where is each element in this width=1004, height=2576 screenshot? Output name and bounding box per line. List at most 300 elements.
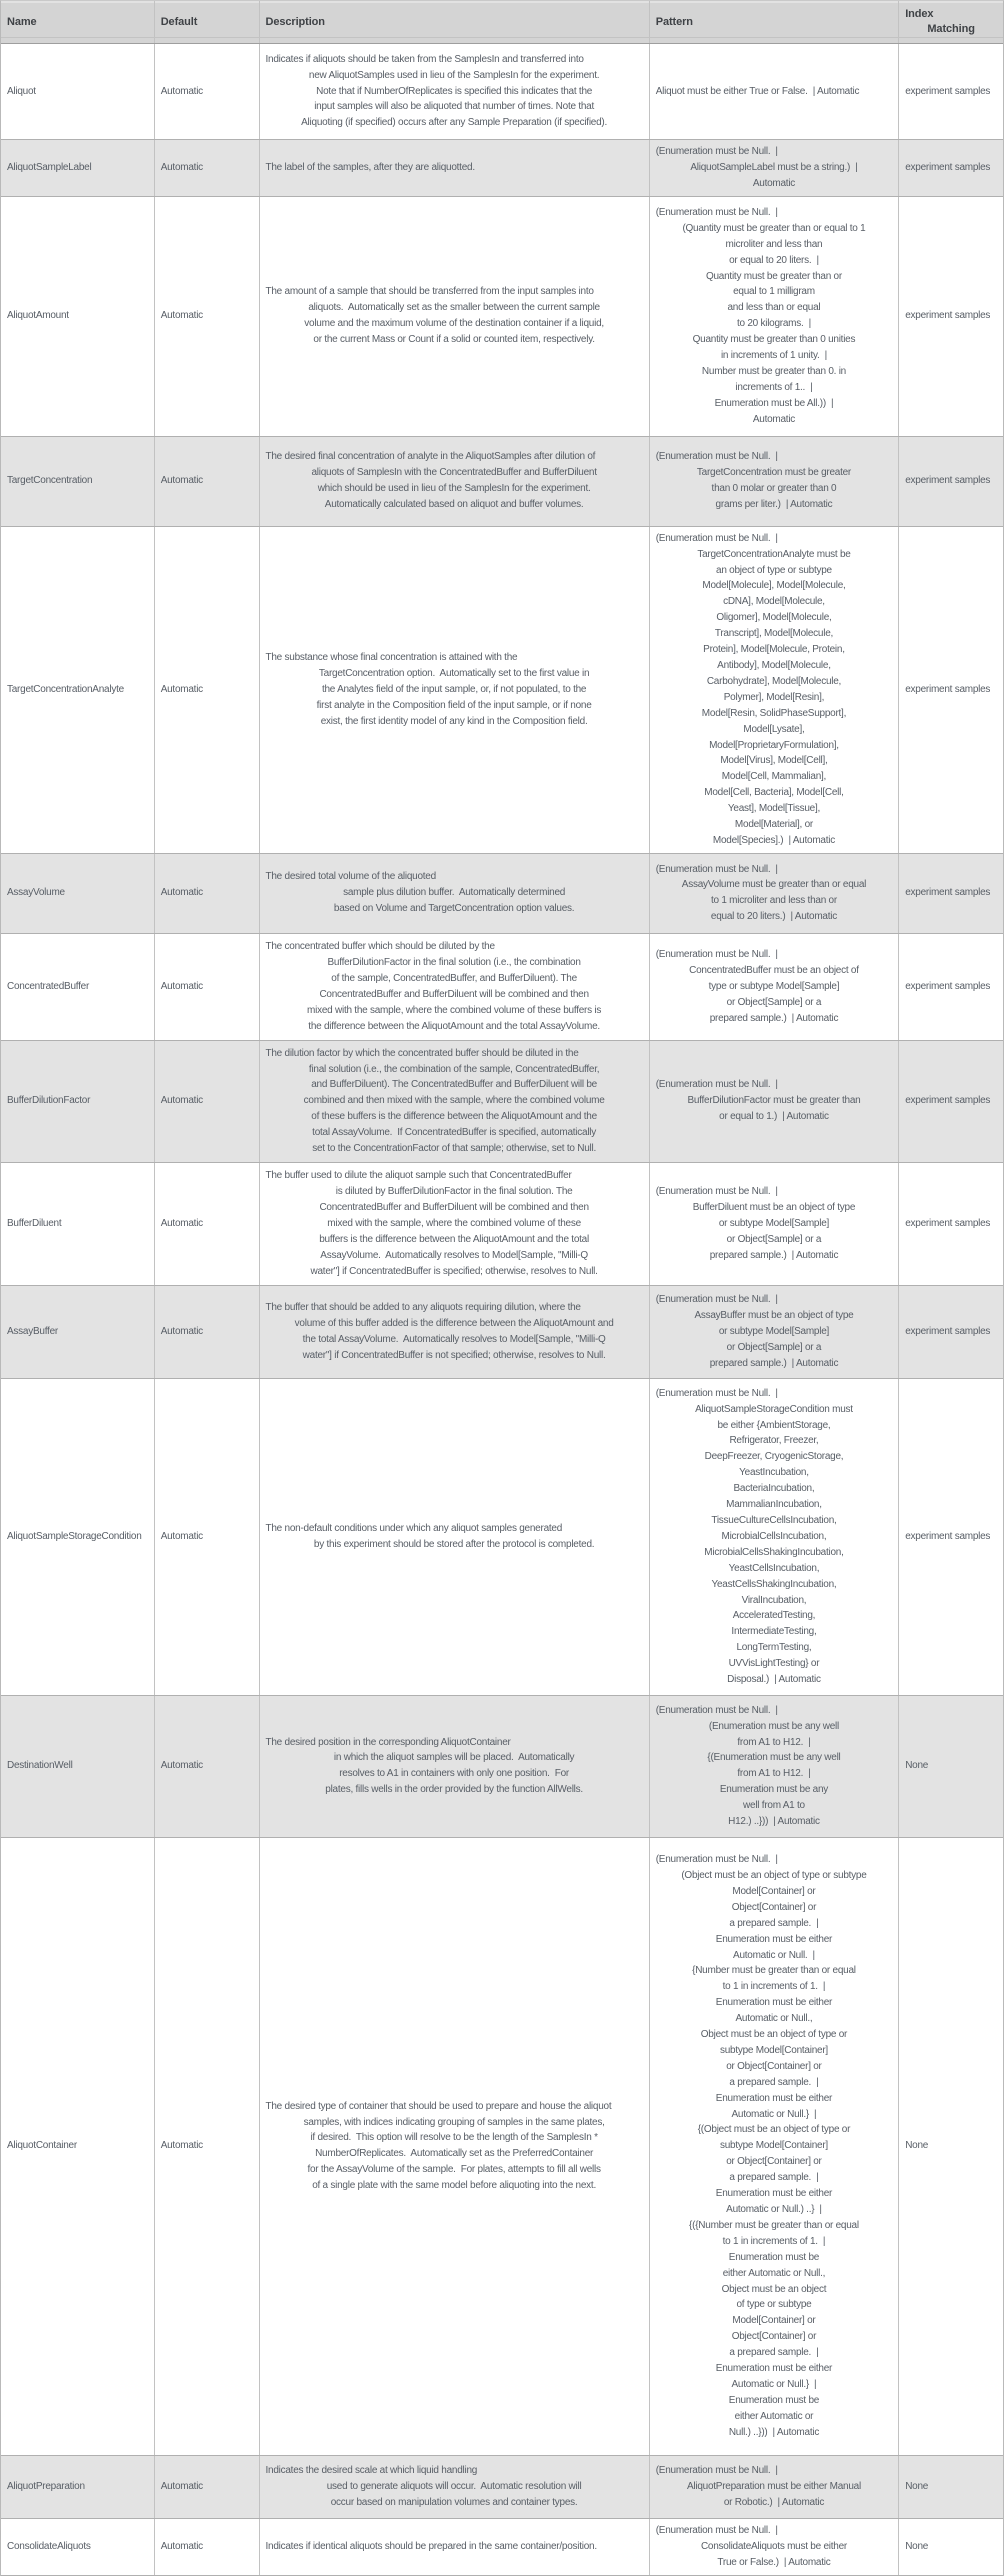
cell-index-matching: [899, 1838, 1003, 2455]
text-line: be either {AmbientStorage,: [717, 1419, 831, 1431]
text-line: ConcentratedBuffer: [7, 980, 90, 992]
text-line: Index: [905, 8, 934, 20]
text-line: Quantity must be greater than or: [705, 270, 842, 282]
text-line: Automatic: [160, 683, 203, 695]
cell-pattern: [650, 934, 900, 1040]
table-row: [1, 1041, 1003, 1163]
text-line: The desired type of container that should be used to prepare and house the aliquot: [265, 2100, 612, 2112]
cell-pattern: [650, 1163, 900, 1285]
description-text: [266, 1735, 643, 1799]
text-line: buffers is the difference between the AliquotAmount and the total: [319, 1233, 589, 1245]
cell-description: [260, 140, 650, 196]
cell-description: [260, 1041, 650, 1162]
text-line: well from A1 to: [743, 1800, 805, 1812]
cell-option-name: [1, 934, 155, 1040]
text-line: Model[Material], or: [734, 819, 813, 831]
text-line: Polymer], Model[Resin],: [723, 691, 825, 703]
text-line: BufferDiluent must be an object of type: [692, 1201, 856, 1213]
text-line: Automatic: [160, 1760, 203, 1772]
text-line: experiment samples: [905, 85, 991, 97]
cell-description: [260, 854, 650, 933]
cell-description: [260, 1286, 650, 1378]
text-line: set to the ConcentrationFactor of that sample; otherwise, set to Null.: [312, 1143, 596, 1155]
index-matching-value: [905, 473, 997, 489]
text-line: or equal to 20 liters. |: [729, 254, 819, 266]
cell-pattern: [650, 2456, 900, 2518]
cell-default-value: [155, 854, 260, 933]
text-line: prepared sample.) | Automatic: [709, 1249, 839, 1261]
text-line: Enumeration must be either: [715, 2092, 833, 2104]
cell-option-name: [1, 1379, 155, 1695]
text-line: plates, fills wells in the order provided by the function AllWells.: [325, 1784, 583, 1796]
table-row: [1, 140, 1003, 197]
column-header-description-label: [266, 15, 643, 30]
text-line: experiment samples: [905, 887, 991, 899]
description-text: [266, 1168, 643, 1279]
text-line: Default: [160, 15, 198, 28]
text-line: AssayBuffer must be an object of type: [694, 1309, 854, 1321]
text-line: Carbohydrate], Model[Molecule,: [706, 675, 842, 687]
table-row: [1, 1163, 1003, 1286]
text-line: BufferDilutionFactor must be greater than: [687, 1095, 861, 1107]
cell-index-matching: [899, 2519, 1003, 2575]
text-line: Yeast], Model[Tissue],: [727, 803, 821, 815]
text-line: Automatic: [160, 1095, 203, 1107]
text-line: Description: [265, 15, 325, 28]
text-line: or Object[Container] or: [726, 2156, 822, 2168]
cell-default-value: [155, 44, 260, 139]
text-line: new AliquotSamples used in lieu of the SamplesIn for the experiment.: [308, 69, 600, 81]
default-value: [161, 1758, 253, 1774]
text-line: occur based on manipulation volumes and container types.: [330, 2496, 578, 2508]
text-line: subtype Model[Container]: [719, 2140, 828, 2152]
text-line: AliquotSampleStorageCondition: [7, 1530, 142, 1542]
cell-description: [260, 44, 650, 139]
default-value: [161, 1093, 253, 1109]
text-line: by this experiment should be stored after the protocol is completed.: [313, 1538, 595, 1550]
index-matching-value: [905, 979, 997, 995]
text-line: Model[Container] or: [732, 1885, 816, 1897]
text-line: MicrobialCellsShakingIncubation,: [704, 1546, 844, 1558]
table-row: [1, 1286, 1003, 1379]
pattern-text: [656, 1184, 893, 1264]
text-line: The dilution factor by which the concentrated buffer should be diluted in the: [265, 1047, 579, 1059]
text-line: Model[Virus], Model[Cell],: [720, 755, 828, 767]
table-row: [1, 437, 1003, 527]
index-matching-value: [905, 1529, 997, 1545]
text-line: input samples will also be aliquoted that number of times. Note that: [314, 101, 595, 113]
text-line: Quantity must be greater than 0 unities: [692, 334, 856, 346]
text-line: Disposal.) | Automatic: [727, 1674, 821, 1686]
text-line: a prepared sample. |: [729, 2076, 819, 2088]
text-line: Automatic or Null. |: [733, 1949, 815, 1961]
text-line: experiment samples: [905, 310, 991, 322]
cell-option-name: [1, 854, 155, 933]
text-line: AliquotPreparation must be either Manual: [686, 2480, 861, 2492]
text-line: The concentrated buffer which should be diluted by the: [265, 941, 495, 953]
text-line: Enumeration must be: [728, 2251, 820, 2263]
text-line: Null.) ..})) | Automatic: [728, 2426, 820, 2438]
cell-default-value: [155, 2519, 260, 2575]
table-row: [1, 1838, 1003, 2456]
text-line: in which the aliquot samples will be placed. Automatically: [333, 1752, 575, 1764]
cell-description: [260, 1379, 650, 1695]
index-matching-value: [905, 2479, 997, 2495]
cell-option-name: [1, 2456, 155, 2518]
option-name: [7, 2138, 148, 2154]
description-text: [266, 650, 643, 730]
text-line: The label of the samples, after they are aliquotted.: [265, 161, 475, 173]
text-line: of a single plate with the same model before aliquoting into the next.: [312, 2180, 596, 2192]
text-line: mixed with the sample, where the combined volume of these: [327, 1217, 581, 1229]
text-line: Protein], Model[Molecule, Protein,: [703, 644, 845, 656]
text-line: Refrigerator, Freezer,: [729, 1435, 819, 1447]
text-line: YeastCellsShakingIncubation,: [711, 1578, 837, 1590]
text-line: Aliquot must be either True or False. | Automatic: [655, 85, 860, 97]
index-matching-value: [905, 308, 997, 324]
description-text: [266, 2099, 643, 2194]
text-line: BufferDilutionFactor: [7, 1095, 91, 1107]
text-line: used to generate aliquots will occur. Automatic resolution will: [326, 2480, 582, 2492]
column-header-index-matching: [899, 1, 1003, 43]
text-line: Enumeration must be any: [719, 1784, 829, 1796]
text-line: {Number must be greater than or equal: [692, 1965, 856, 1977]
text-line: to 1 in increments of 1. |: [722, 1981, 826, 1993]
text-line: or subtype Model[Sample]: [718, 1217, 830, 1229]
text-line: Number must be greater than 0. in: [701, 365, 846, 377]
text-line: (Enumeration must be Null. |: [655, 1854, 778, 1866]
pattern-text: [656, 144, 893, 192]
text-line: Automatic: [160, 980, 203, 992]
text-line: Note that if NumberOfReplicates is specified this indicates that the: [316, 85, 593, 97]
cell-pattern: [650, 527, 900, 853]
cell-pattern: [650, 1379, 900, 1695]
description-text: [266, 449, 643, 513]
text-line: Automatic: [160, 310, 203, 322]
text-line: equal to 1 milligram: [733, 286, 815, 298]
index-matching-value: [905, 885, 997, 901]
cell-pattern: [650, 437, 900, 526]
default-value: [161, 1529, 253, 1545]
option-name: [7, 473, 148, 489]
text-line: (Enumeration must be any well: [708, 1720, 839, 1732]
pattern-text: [656, 2463, 893, 2511]
text-line: Automatic: [752, 413, 796, 425]
option-name: [7, 885, 148, 901]
description-text: [266, 284, 643, 348]
text-line: first analyte in the Composition field of the input sample, or if none: [316, 699, 592, 711]
text-line: Object must be an object of type or: [700, 2029, 848, 2041]
text-line: TargetConcentration must be greater: [696, 467, 852, 479]
text-line: experiment samples: [905, 475, 991, 487]
text-line: Enumeration must be All.)) |: [714, 397, 834, 409]
text-line: or Object[Sample] or a: [726, 996, 822, 1008]
text-line: The substance whose final concentration is attained with the: [265, 652, 518, 664]
default-value: [161, 308, 253, 324]
text-line: if desired. This option will resolve to be the length of the SamplesIn *: [310, 2132, 598, 2144]
text-line: Automatic or Null.} |: [731, 2378, 817, 2390]
text-line: None: [905, 1760, 929, 1772]
text-line: experiment samples: [905, 1325, 991, 1337]
text-line: prepared sample.) | Automatic: [709, 1357, 839, 1369]
text-line: (Enumeration must be Null. |: [655, 1186, 778, 1198]
text-line: Object[Container] or: [731, 1901, 817, 1913]
text-line: None: [905, 2140, 929, 2152]
text-line: experiment samples: [905, 161, 991, 173]
index-matching-value: [905, 160, 997, 176]
cell-description: [260, 1838, 650, 2455]
text-line: Automatic: [160, 1530, 203, 1542]
text-line: (Enumeration must be Null. |: [655, 146, 778, 157]
text-line: ConsolidateAliquots: [7, 2540, 91, 2552]
pattern-text: [656, 1386, 893, 1688]
text-line: Model[Lysate],: [743, 723, 805, 735]
text-line: AliquotSampleLabel: [7, 161, 92, 173]
text-line: volume of this buffer added is the difference between the AliquotAmount and: [294, 1317, 614, 1329]
text-line: AssayBuffer: [7, 1325, 58, 1337]
text-line: Automatic or Null.} |: [731, 2108, 817, 2120]
text-line: Matching: [927, 23, 975, 35]
text-line: a prepared sample. |: [729, 2347, 819, 2359]
text-line: YeastIncubation,: [739, 1467, 809, 1479]
text-line: prepared sample.) | Automatic: [709, 1012, 839, 1024]
text-line: increments of 1.. |: [735, 381, 813, 393]
text-line: Model[ProprietaryFormulation],: [709, 739, 839, 751]
text-line: Indicates if identical aliquots should be prepared in the same container/position.: [265, 2540, 597, 2552]
column-header-default: [155, 1, 260, 43]
option-name: [7, 1216, 148, 1232]
text-line: BufferDiluent: [7, 1217, 62, 1229]
cell-index-matching: [899, 44, 1003, 139]
text-line: experiment samples: [905, 683, 991, 695]
text-line: or Robotic.) | Automatic: [723, 2496, 825, 2508]
text-line: the difference between the AliquotAmount and the total AssayVolume.: [308, 1020, 600, 1032]
text-line: Enumeration must be either: [715, 1997, 833, 2009]
text-line: to 1 in increments of 1. |: [722, 2235, 826, 2247]
text-line: Enumeration must be either: [715, 1933, 833, 1945]
cell-description: [260, 197, 650, 436]
cell-pattern: [650, 854, 900, 933]
text-line: {(Object must be an object of type or: [697, 2124, 851, 2136]
table-row: [1, 527, 1003, 854]
cell-default-value: [155, 437, 260, 526]
column-header-name: [1, 1, 155, 43]
text-line: Indicates if aliquots should be taken from the SamplesIn and transferred into: [265, 53, 584, 65]
text-line: Automatic: [160, 2480, 203, 2492]
cell-default-value: [155, 1163, 260, 1285]
text-line: of these buffers is the difference between the AliquotAmount and the: [311, 1111, 597, 1123]
text-line: samples, with indices indicating grouping of samples in the same plates,: [303, 2116, 605, 2128]
cell-option-name: [1, 1696, 155, 1837]
text-line: (Quantity must be greater than or equal to 1: [682, 222, 866, 234]
pattern-text: [656, 531, 893, 849]
default-value: [161, 2479, 253, 2495]
cell-pattern: [650, 140, 900, 196]
text-line: combined and then mixed with the sample, where the combined volume: [303, 1095, 605, 1107]
text-line: AssayVolume: [7, 887, 65, 899]
option-name: [7, 84, 148, 100]
text-line: Object must be an object: [721, 2283, 827, 2295]
text-line: Model[Species].) | Automatic: [712, 834, 835, 846]
cell-default-value: [155, 527, 260, 853]
text-line: None: [905, 2480, 929, 2492]
default-value: [161, 682, 253, 698]
index-matching-value: [905, 1324, 997, 1340]
description-text: [266, 869, 643, 917]
text-line: or equal to 1.) | Automatic: [719, 1111, 829, 1123]
text-line: ViralIncubation,: [741, 1594, 807, 1606]
text-line: to 1 microliter and less than or: [710, 895, 837, 907]
text-line: either Automatic or: [734, 2410, 814, 2422]
text-line: AliquotAmount: [7, 310, 69, 322]
column-header-default-label: [161, 15, 253, 30]
text-line: H12.) ..})) | Automatic: [728, 1816, 820, 1828]
cell-pattern: [650, 1696, 900, 1837]
text-line: TargetConcentrationAnalyte: [7, 683, 124, 695]
option-name: [7, 682, 148, 698]
text-line: Automatic: [160, 475, 203, 487]
text-line: Automatic or Null.) ..} |: [726, 2204, 822, 2216]
table-body: [1, 44, 1003, 2576]
text-line: AliquotSampleStorageCondition must: [695, 1403, 853, 1415]
description-text: [266, 160, 643, 176]
text-line: ConcentratedBuffer must be an object of: [689, 964, 859, 976]
text-line: Transcript], Model[Molecule,: [714, 628, 834, 640]
text-line: Model[Resin, SolidPhaseSupport],: [701, 707, 847, 719]
text-line: The buffer that should be added to any aliquots requiring dilution, where the: [265, 1302, 581, 1314]
index-matching-value: [905, 84, 997, 100]
cell-index-matching: [899, 854, 1003, 933]
table-row: [1, 2456, 1003, 2519]
cell-index-matching: [899, 140, 1003, 196]
text-line: The non-default conditions under which any aliquot samples generated: [265, 1522, 563, 1534]
text-line: The desired final concentration of analyte in the AliquotSamples after dilution of: [265, 451, 596, 463]
text-line: Automatic: [160, 2140, 203, 2152]
column-header-pattern-label: [656, 15, 893, 30]
text-line: of type or subtype: [736, 2299, 812, 2311]
cell-description: [260, 2519, 650, 2575]
cell-description: [260, 2456, 650, 2518]
cell-index-matching: [899, 197, 1003, 436]
cell-pattern: [650, 1041, 900, 1162]
text-line: None: [905, 2540, 929, 2552]
cell-option-name: [1, 1163, 155, 1285]
text-line: BacteriaIncubation,: [733, 1483, 815, 1495]
cell-option-name: [1, 2519, 155, 2575]
text-line: MicrobialCellsIncubation,: [721, 1530, 827, 1542]
cell-description: [260, 437, 650, 526]
cell-index-matching: [899, 1696, 1003, 1837]
text-line: aliquots. Automatically set as the smaller between the current sample: [308, 302, 600, 314]
text-line: AcceleratedTesting,: [732, 1610, 816, 1622]
text-line: water"] if ConcentratedBuffer is specified; otherwise, resolves to Null.: [310, 1265, 598, 1277]
text-line: Automatic: [160, 85, 203, 97]
cell-option-name: [1, 197, 155, 436]
index-matching-value: [905, 2138, 997, 2154]
cell-index-matching: [899, 1163, 1003, 1285]
text-line: Indicates the desired scale at which liquid handling: [265, 2464, 478, 2476]
text-line: or Object[Sample] or a: [726, 1341, 822, 1353]
text-line: {({Number must be greater than or equal: [689, 2219, 859, 2231]
option-name: [7, 979, 148, 995]
option-name: [7, 2539, 148, 2555]
text-line: based on Volume and TargetConcentration option values.: [333, 903, 575, 915]
column-header-index-matching-label: [905, 7, 997, 37]
cell-pattern: [650, 1286, 900, 1378]
text-line: than 0 molar or greater than 0: [711, 483, 837, 495]
text-line: subtype Model[Container]: [719, 2044, 828, 2056]
cell-pattern: [650, 44, 900, 139]
text-line: resolves to A1 in containers with only one position. For: [339, 1768, 569, 1780]
default-value: [161, 160, 253, 176]
pattern-text: [656, 947, 893, 1027]
text-line: DestinationWell: [7, 1760, 73, 1772]
cell-index-matching: [899, 1379, 1003, 1695]
description-text: [266, 2463, 643, 2511]
default-value: [161, 1216, 253, 1232]
default-value: [161, 2539, 253, 2555]
cell-option-name: [1, 140, 155, 196]
cell-index-matching: [899, 437, 1003, 526]
cell-default-value: [155, 934, 260, 1040]
text-line: Oligomer], Model[Molecule,: [716, 612, 832, 624]
cell-default-value: [155, 2456, 260, 2518]
description-text: [266, 52, 643, 132]
text-line: (Enumeration must be Null. |: [655, 2464, 778, 2476]
text-line: or the current Mass or Count if a solid or counted item, respectively.: [313, 334, 595, 346]
text-line: experiment samples: [905, 1095, 991, 1107]
description-text: [266, 1521, 643, 1553]
table-row: [1, 2519, 1003, 2576]
pattern-text: [656, 205, 893, 428]
text-line: from A1 to H12. |: [737, 1768, 811, 1780]
text-line: equal to 20 liters.) | Automatic: [710, 911, 837, 923]
cell-pattern: [650, 197, 900, 436]
pattern-text: [656, 1292, 893, 1372]
text-line: a prepared sample. |: [729, 1917, 819, 1929]
text-line: a prepared sample. |: [729, 2172, 819, 2184]
text-line: or Object[Container] or: [726, 2060, 822, 2072]
text-line: (Object must be an object of type or subtype: [681, 1869, 867, 1881]
option-name: [7, 1529, 148, 1545]
text-line: TargetConcentration: [7, 475, 93, 487]
pattern-text: [656, 1703, 893, 1830]
description-text: [266, 1046, 643, 1157]
text-line: (Enumeration must be Null. |: [655, 949, 778, 961]
description-text: [266, 1300, 643, 1364]
index-matching-value: [905, 2539, 997, 2555]
table-row: [1, 1696, 1003, 1838]
text-line: AliquotSampleLabel must be a string.) |: [690, 161, 858, 173]
cell-option-name: [1, 1286, 155, 1378]
cell-index-matching: [899, 527, 1003, 853]
table-row: [1, 197, 1003, 437]
cell-index-matching: [899, 2456, 1003, 2518]
text-line: mixed with the sample, where the combined volume of these buffers is: [307, 1004, 602, 1016]
text-line: type or subtype Model[Sample]: [708, 980, 840, 992]
option-name: [7, 1324, 148, 1340]
cell-default-value: [155, 140, 260, 196]
column-header-name-label: [7, 15, 148, 30]
text-line: True or False.) | Automatic: [717, 2556, 831, 2568]
default-value: [161, 979, 253, 995]
cell-index-matching: [899, 1286, 1003, 1378]
text-line: The buffer used to dilute the aliquot sample such that ConcentratedBuffer: [265, 1170, 572, 1182]
text-line: DeepFreezer, CryogenicStorage,: [704, 1451, 844, 1463]
text-line: or Object[Sample] or a: [726, 1233, 822, 1245]
text-line: exist, the first identity model of any kind in the Composition field.: [320, 715, 588, 727]
default-value: [161, 84, 253, 100]
